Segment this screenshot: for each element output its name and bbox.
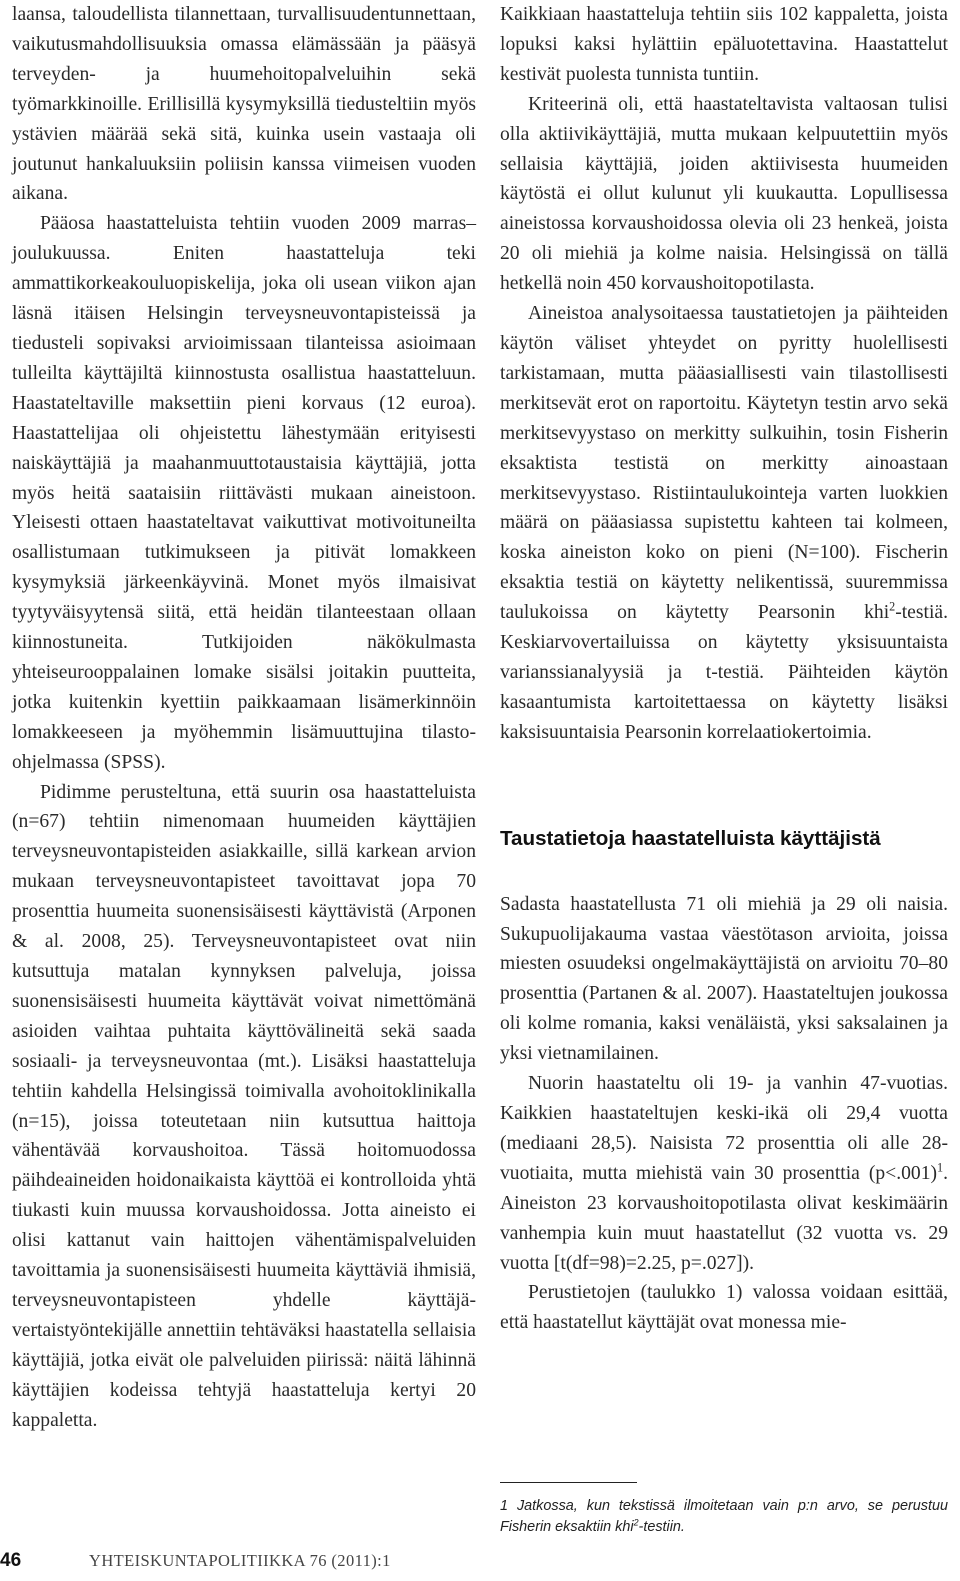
section-heading: Taustatietoja haastatelluista käyttäjistä [500, 826, 881, 850]
right-column [500, 0, 948, 1338]
age-paragraph [500, 1069, 948, 1278]
footnote-text-end: -testiin. [638, 1519, 685, 1535]
analysis-text-end: -testiä. Keskiarvovertailuissa on käytetty yksisuuntaista varianssianalyysiä ja t-testiä. Päihteiden käytön kasaantumista kartoitettaessa on käytetty lisäksi kaksisuuntaisia Pearsonin korrelaatiokertoimia. [500, 602, 948, 743]
analysis-paragraph [500, 299, 948, 748]
left-column [12, 0, 476, 1436]
body-paragraph: Sadasta haastatellusta 71 oli miehiä ja 29 oli naisia. Sukupuolijakauma vastaa väestötason arvioita, joissa miesten osuudeksi ongelmakäyttäjistä on arvioitu 70–80 prosenttia (Partanen & al. 2007). Haastateltujen joukossa oli kolme romania, kaksi venäläistä, yksi saksalainen ja yksi vietnamilainen. [500, 893, 948, 1065]
superscript-two: 2 [633, 1517, 639, 1528]
page-footer [0, 1548, 960, 1578]
footnote-divider [500, 1482, 637, 1483]
footnote-text-start: 1 Jatkossa, kun tekstissä ilmoitetaan vain p:n arvo, se perustuu Fisherin eksaktiin khi [500, 1498, 948, 1535]
body-paragraph: Kriteerinä oli, että haastateltavista valtaosan tulisi olla aktiivikäyttäjiä, mutta mukaan kelpuutettiin myös sellaisia käyttäjiä, joiden aktiivisesta huumeiden käytöstä ei ollut kulunut yli kuukautta. Lopullisessa aineistossa korvaushoidossa olevia oli 23 henkeä, joista 20 oli miehiä ja kolme naisia. Helsingissä on tällä hetkellä noin 450 korvaushoitopotilasta. [500, 93, 948, 295]
journal-citation: YHTEISKUNTAPOLITIIKKA 76 (2011):1 [89, 1551, 391, 1570]
body-paragraph: Kaikkiaan haastatteluja tehtiin siis 102 kappaletta, joista lopuksi kaksi hylättiin epäluotettavina. Haastattelut kestivät puolesta tunnista tuntiin. [500, 4, 948, 85]
age-text-start: Nuorin haastateltu oli 19- ja vanhin 47-vuotias. Kaikkien haastateltujen keski-ikä oli 29,4 vuotta (mediaani 28,5). Naisista 72 prosenttia oli alle 28-vuotiaita, mutta miehistä vain 30 prosenttia (p<.001) [500, 1073, 948, 1184]
body-paragraph: laansa, taloudellista tilannettaan, turvallisuudentunnettaan, vaikutusmahdollisuuksia omassa elämässään ja pääsyä terveyden- ja huumehoitopalveluihin sekä työmarkkinoille. Erillisillä kysymyksillä tiedusteltiin myös ystävien määrää sekä sitä, kuinka usein vastaaja oli joutunut hankaluuksiin poliisin kanssa viimeisen vuoden aikana. [12, 4, 476, 205]
superscript-two: 2 [889, 599, 896, 614]
body-paragraph: Pääosa haastatteluista tehtiin vuoden 2009 marras–joulukuussa. Eniten haastatteluja teki ammattikorkeakouluopiskelija, joka oli usean viikon ajan läsnä itäisen Helsingin terveysneuvontapisteissä ja tiedusteli sopivaksi arvioimissaan tilanteissa asioimaan tulleilta käyttäjiltä kiinnostusta osallistua haastatteluun. Haastateltaville maksettiin pieni korvaus (12 euroa). Haastattelijaa oli ohjeistettu lähestymään erityisesti naiskäyttäjiä ja maahanmuuttotaustaisia käyttäjiä, jotta myös heitä saataisiin riittävästi mukaan aineistoon. Yleisesti ottaen haastateltavat vaikuttivat motivoituneilta osallistumaan tutkimukseen ja pitivät lomakkeen kysymyksiä järkeenkäyvinä. Monet myös ilmaisivat tyytyväisyytensä siitä, että heidän tilanteestaan ollaan kiinnostuneita. Tutkijoiden näkökulmasta yhteiseurooppalainen lomake sisälsi joitakin puutteita, jotka kuitenkin kyettiin paikkaamaan lisämerkinnöin lomakkeeseen ja myöhemmin lisämuuttujina tilasto-ohjelmassa (SPSS). [12, 213, 476, 773]
footnote-reference: 1 [937, 1160, 944, 1175]
analysis-text-start: Aineistoa analysoitaessa taustatietojen ja päihteiden käytön väliset yhteydet on pyritty huolellisesti tarkistamaan, mutta pääasiallisesti vain tilastollisesti merkitsevät erot on raportoitu. Käytetyn testin arvo sekä merkitsevyystaso on merkitty sulkuihin, tosin Fisherin eksaktista testistä on merkitty ainoastaan merkitsevyystaso. Ristiintaulukointeja varten luokkien määrä on pääasiassa supistettu kahteen tai kolmeen, koska aineiston koko on pieni (N=100). Fischerin eksaktia testiä on käytetty nelikentissä, suuremmissa taulukoissa on käytetty Pearsonin khi [500, 303, 948, 624]
body-paragraph: Perustietojen (taulukko 1) valossa voidaan esittää, että haastatellut käyttäjät ovat monessa mie- [500, 1282, 948, 1334]
page-number: 46 [0, 1550, 22, 1571]
footnote [500, 1496, 948, 1538]
age-text-end: . Aineiston 23 korvaushoitopotilasta olivat keskimäärin vanhempia kuin muut haastatellut (32 vuotta vs. 29 vuotta [t(df=98)=2.25, p=.027]). [500, 1162, 948, 1274]
body-paragraph: Pidimme perusteltuna, että suurin osa haastatteluista (n=67) tehtiin nimenomaan huumeiden käyttäjien terveysneuvontapisteiden asiakkaille, sillä karkean arvion mukaan terveysneuvontapisteet tavoittavat jopa 70 prosenttia huumeita suonensisäisesti käyttävistä (Arponen & al. 2008, 25). Terveysneuvontapisteet ovat niin kutsuttuja matalan kynnyksen palveluja, joissa suonensisäisesti huumeita käyttävät voivat nimettömänä asioiden vaihtaa puhtaita käyttövälineitä sekä saada sosiaali- ja terveysneuvontaa (mt.). Lisäksi haastatteluja tehtiin kahdella Helsingissä toimivalla avohoitoklinikalla (n=15), joissa toteutetaan niin kutsuttua haittoja vähentävää korvaushoitoa. Tässä hoitomuodossa päihdeaineiden hoidonaikaista käyttöä ei kontrolloida yhtä tiukasti kuin muussa korvaushoidossa. Jotta aineisto ei olisi kattanut vain haittojen vähentämispalveluiden tavoittamia ja suonensisäisesti huumeita käyttäviä ihmisiä, terveysneuvontapisteen yhdelle käyttäjä-vertaistyöntekijälle annettiin tehtäväksi haastatella sellaisia käyttäjiä, jotka eivät ole palveluiden piirissä: näitä lähinnä käyttäjien kodeissa tehtyjä haastatteluja kertyi 20 kappaletta. [12, 781, 476, 1431]
